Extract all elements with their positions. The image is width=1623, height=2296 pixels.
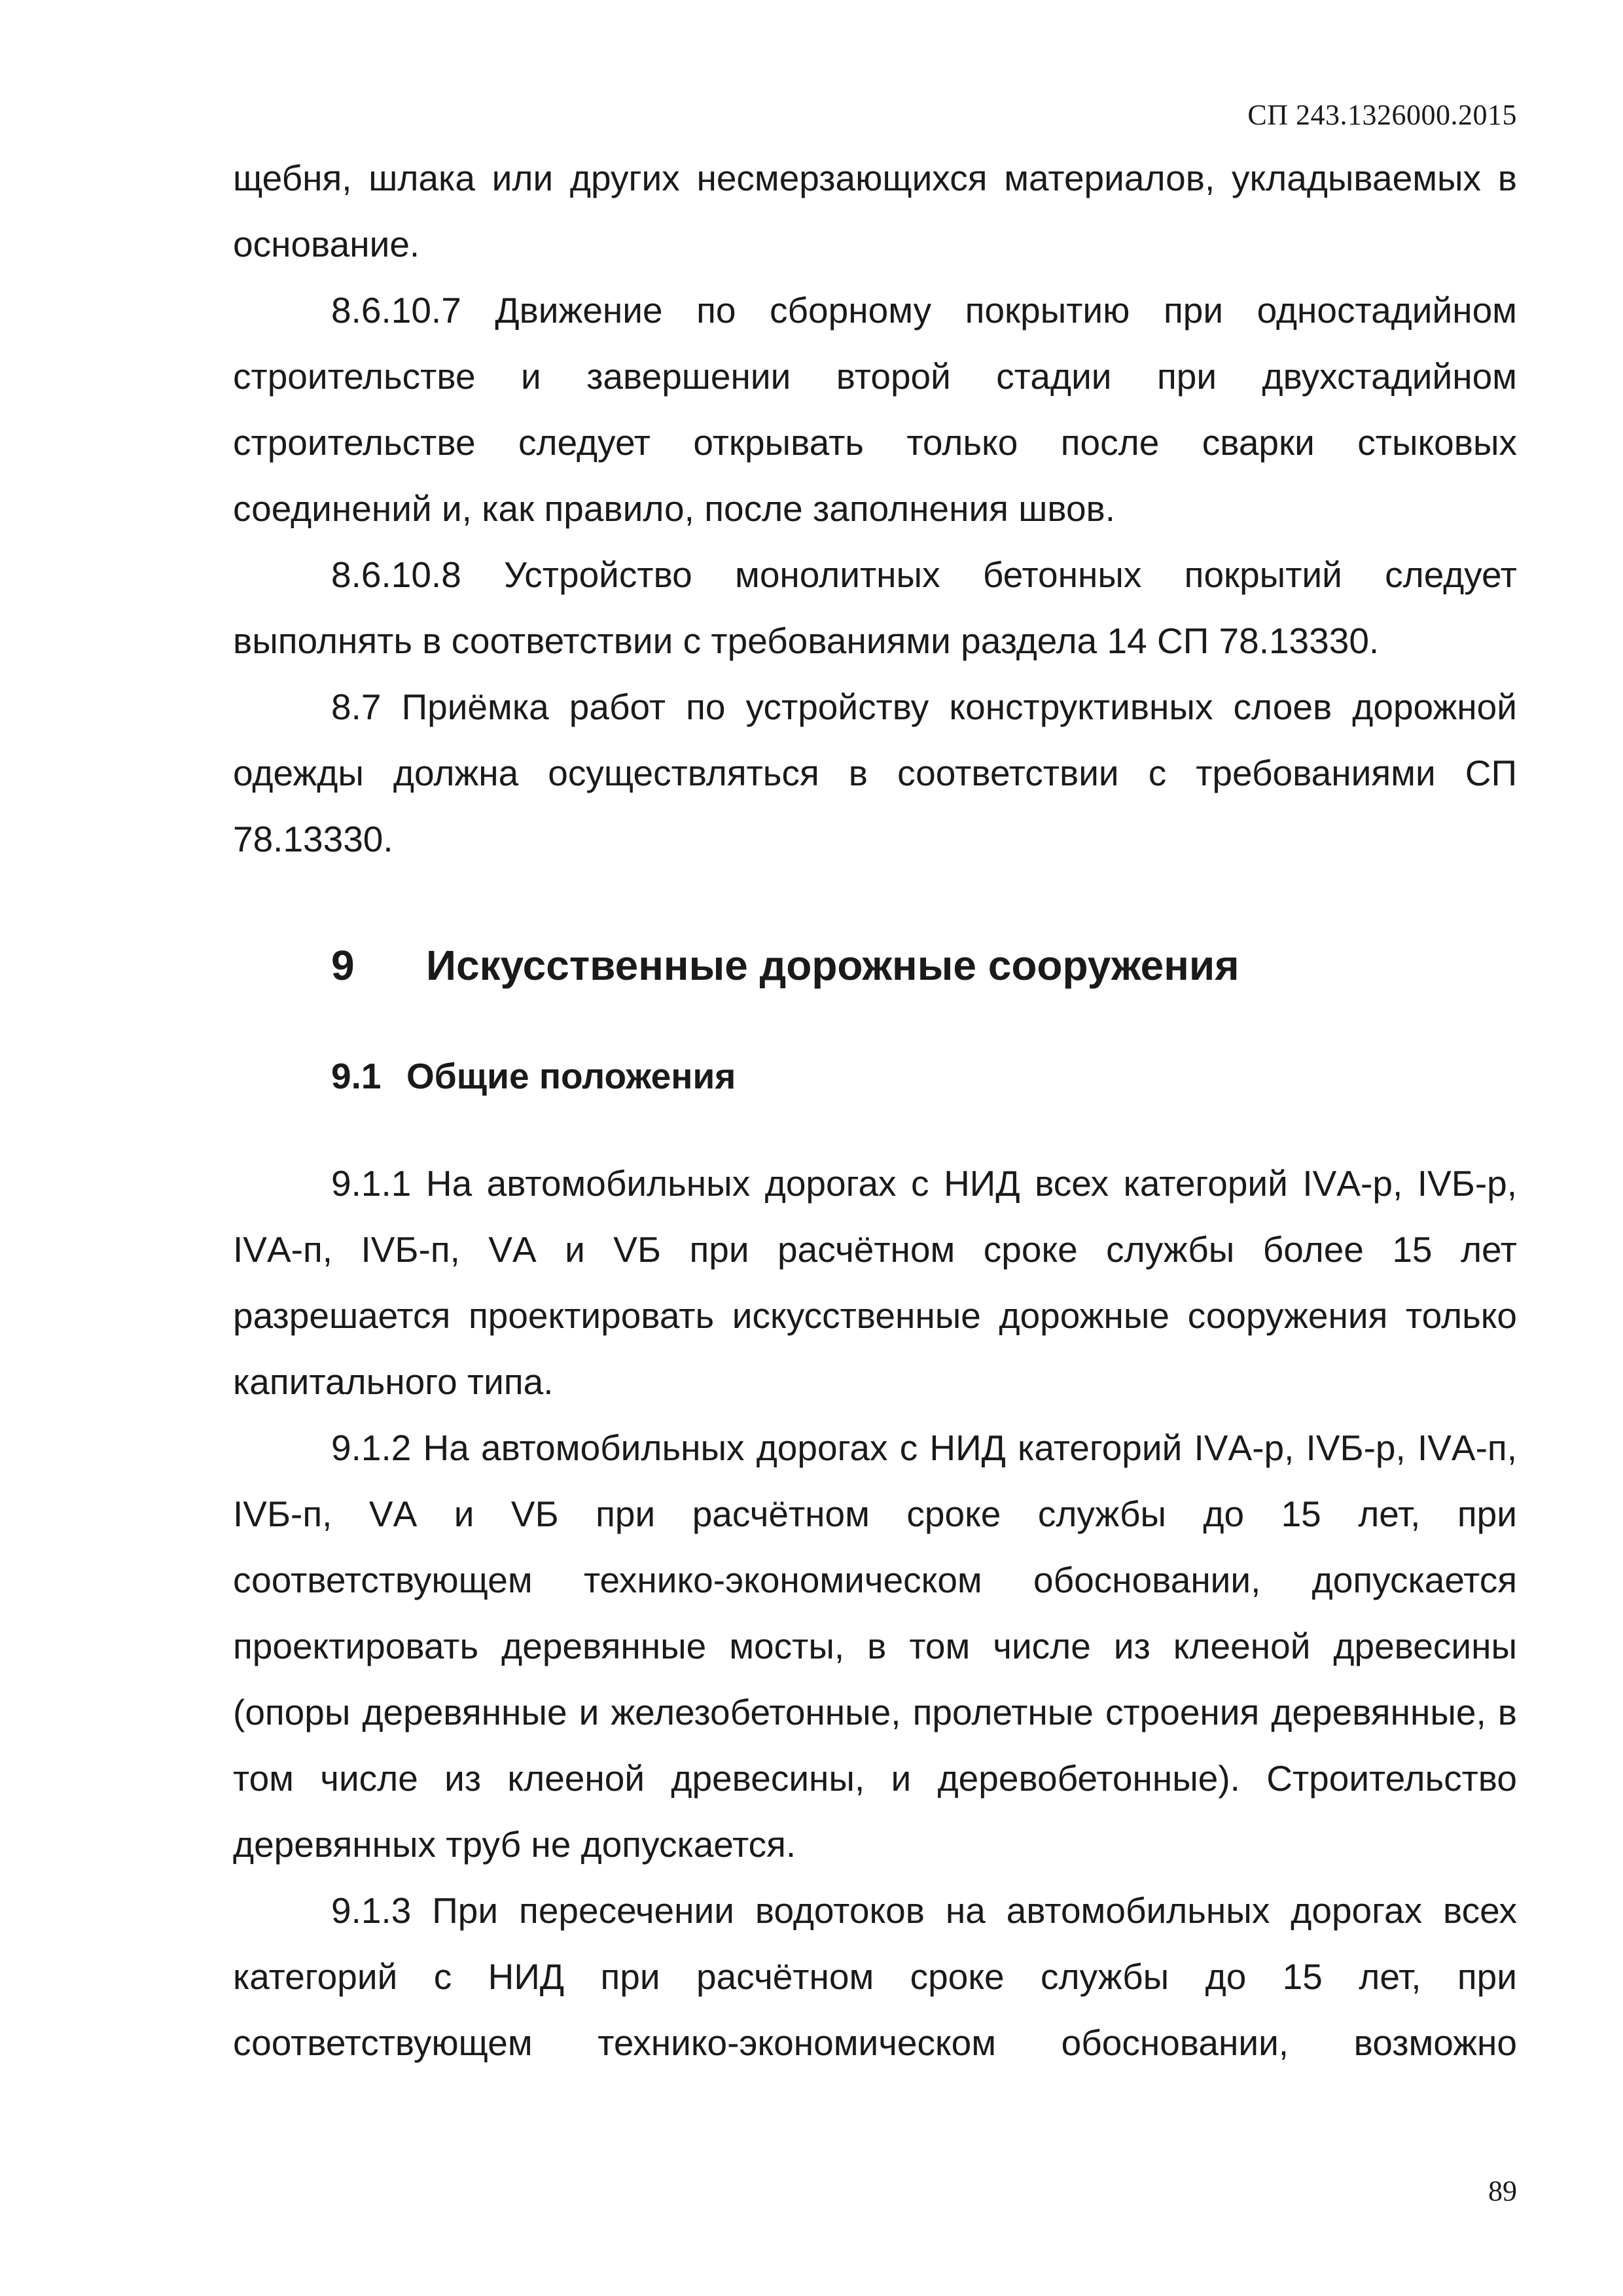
- subsection-heading: [331, 1055, 736, 1097]
- paragraph-9-1-1: 9.1.1 На автомобильных дорогах с НИД всех категорий IVА-р, IVБ-р, IVА-п, IVБ-п, VА и VБ при расчётном сроке службы более 15 лет разрешается проектировать искусственные дорожные сооружения только капитального типа.: [233, 1163, 1517, 1402]
- paragraph-9-1-2: 9.1.2 На автомобильных дорогах с НИД категорий IVА-р, IVБ-р, IVА-п, IVБ-п, VА и VБ при расчётном сроке службы до 15 лет, при соответствующем технико-экономическом обосновании, допускается проектировать деревянные мосты, в том числе из клееной древесины (опоры деревянные и железобетонные, пролетные строения деревянные, в том числе из клееной древесины, и деревобетонные). Строительство деревянных труб не допускается.: [233, 1427, 1517, 1865]
- paragraph-9-1-3: 9.1.3 При пересечении водотоков на автомобильных дорогах всех категорий с НИД при расчётном сроке службы до 15 лет, при соответствующем технико-экономическом обосновании, возможно: [233, 1890, 1517, 2063]
- paragraph-8-6-10-8: 8.6.10.8 Устройство монолитных бетонных покрытий следует выполнять в соответствии с требованиями раздела 14 СП 78.13330.: [233, 554, 1517, 661]
- section-heading: [331, 941, 1240, 990]
- document-code-header: СП 243.1326000.2015: [1247, 99, 1517, 131]
- body-text-block-top: [233, 145, 1517, 872]
- page-number: 89: [1488, 2175, 1517, 2207]
- subsection-number: 9.1: [331, 1056, 382, 1096]
- body-text-block-bottom: [233, 1151, 1517, 2076]
- paragraph-continuation: щебня, шлака или других несмерзающихся материалов, укладываемых в основание.: [233, 158, 1517, 264]
- section-title: Искусственные дорожные сооружения: [426, 942, 1240, 989]
- paragraph-8-7: 8.7 Приёмка работ по устройству конструктивных слоев дорожной одежды должна осуществляться в соответствии с требованиями СП 78.13330.: [233, 687, 1517, 859]
- subsection-title: Общие положения: [406, 1056, 736, 1096]
- paragraph-8-6-10-7: 8.6.10.7 Движение по сборному покрытию при одностадийном строительстве и завершении второй стадии при двухстадийном строительстве следует открывать только после сварки стыковых соединений и, как правило, после заполнения швов.: [233, 290, 1517, 529]
- section-number: 9: [331, 942, 355, 989]
